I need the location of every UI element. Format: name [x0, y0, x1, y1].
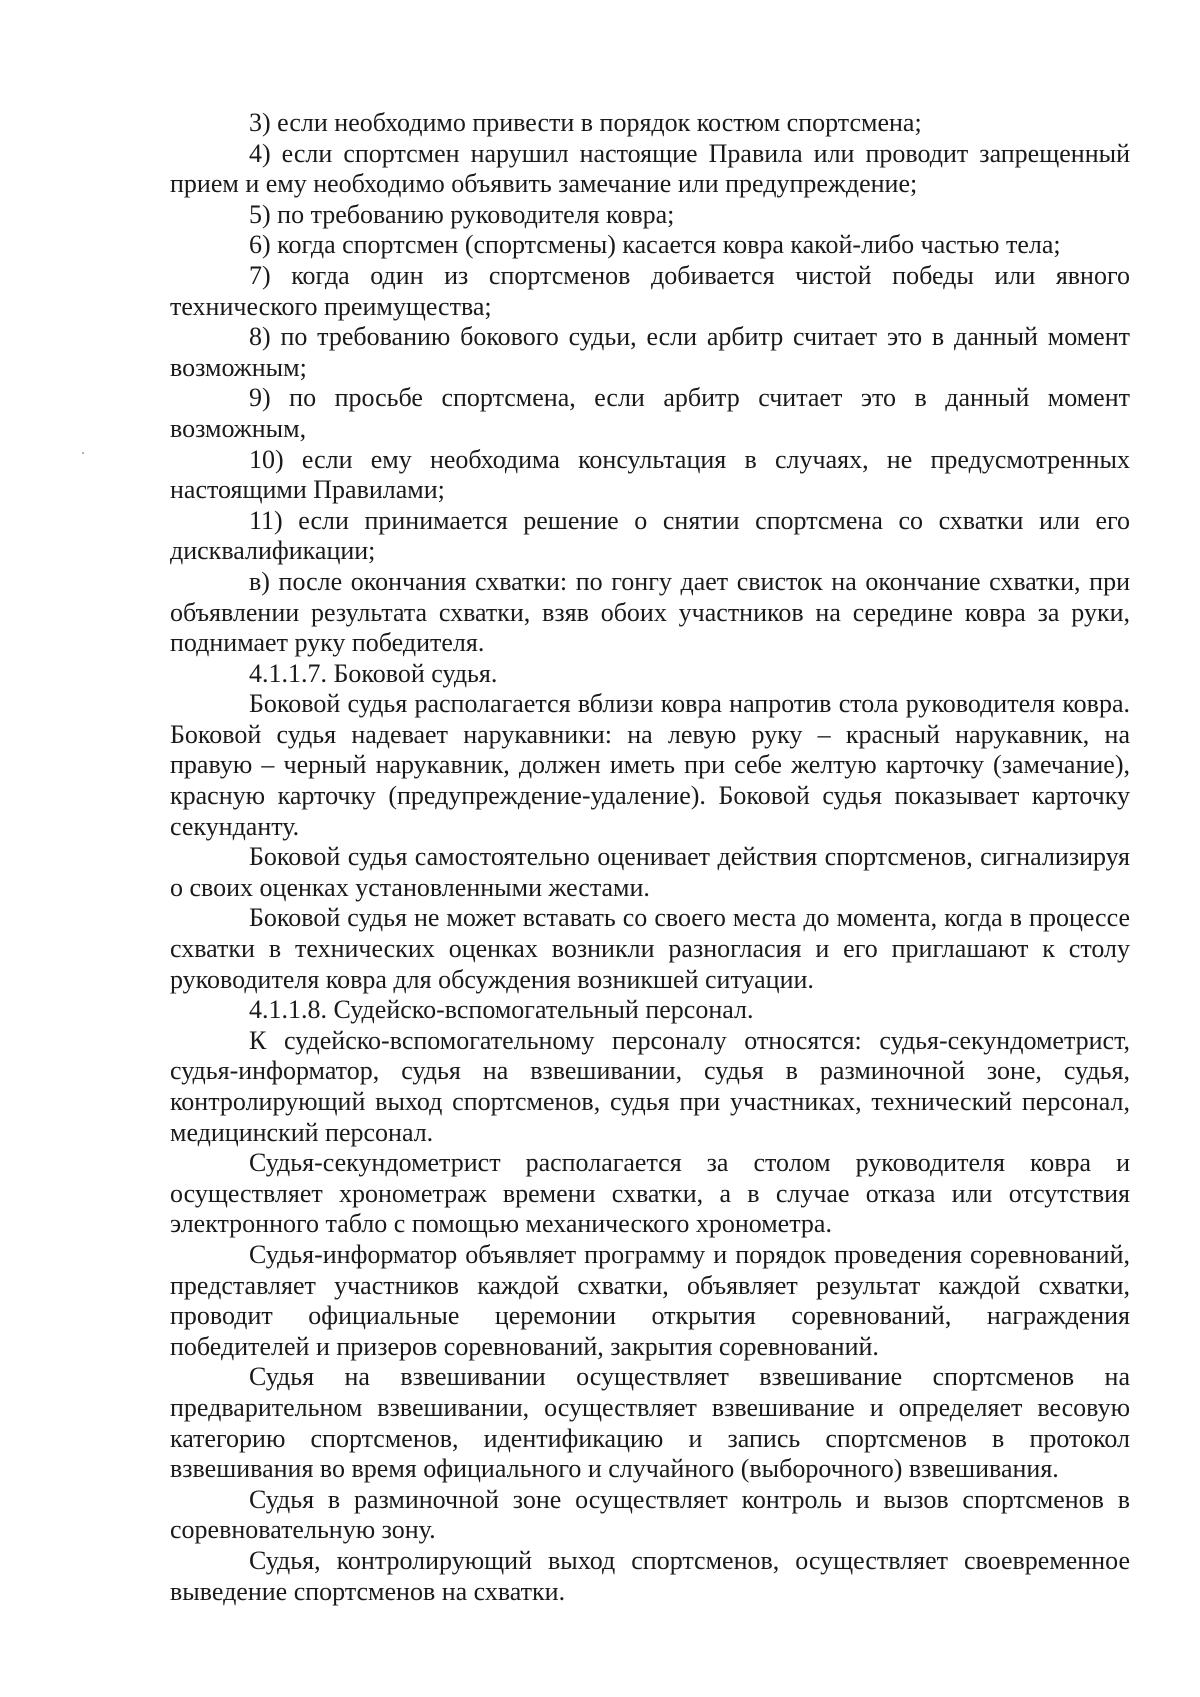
paragraph-warmup-judge: Судья в разминочной зоне осуществляет контроль и вызов спортсменов в соревновательную зону. [170, 1484, 1130, 1545]
paragraph-item-11: 11) если принимается решение о снятии спортсмена со схватки или его дисквалификации; [170, 505, 1130, 566]
paragraph-item-6: 6) когда спортсмен (спортсмены) касается ковра какой-либо частью тела; [249, 230, 1061, 260]
paragraph-item-4: 4) если спортсмен нарушил настоящие Правила или проводит запрещенный прием и ему необходимо объявить замечание или предупреждение; [170, 138, 1130, 199]
paragraph-item-5: 5) по требованию руководителя ковра; [249, 199, 675, 229]
paragraph-after-bout: в) после окончания схватки: по гонгу дает свисток на окончание схватки, при объявлении результата схватки, взяв обоих участников на середине ковра за руки, поднимает руку победителя. [170, 566, 1130, 658]
section-heading-side-judge: 4.1.1.7. Боковой судья. [249, 658, 498, 688]
paragraph-side-judge-seat: Боковой судья не может вставать со своего места до момента, когда в процессе схватки в технических оценках возникли разногласия и его приглашают к столу руководителя ковра для обсуждения возникшей ситуации. [170, 903, 1130, 994]
paragraph-item-3: 3) если необходимо привести в порядок костюм спортсмена; [249, 108, 922, 137]
paragraph-item-7: 7) когда один из спортсменов добивается чистой победы или явного технического преимущества; [170, 260, 1130, 321]
section-heading-support-staff: 4.1.1.8. Судейско-вспомогательный персонал. [249, 995, 754, 1025]
paragraph-support-staff-list: К судейско-вспомогательному персоналу относятся: судья-секундометрист, судья-информатор, судья на взвешивании, судья в разминочной зоне, судья, контролирующий выход спортсменов, судья при участниках, технический персонал, медицинский персонал. [170, 1025, 1130, 1147]
paragraph-announcer: Судья-информатор объявляет программу и порядок проведения соревнований, представляет участников каждой схватки, объявляет результат каждой схватки, проводит официальные церемонии открытия соревнований, награждения победителей и призеров соревнований, закрытия соревнований. [170, 1239, 1130, 1361]
paragraph-item-9: 9) по просьбе спортсмена, если арбитр считает это в данный момент возможным, [170, 383, 1130, 443]
paragraph-item-10: 10) если ему необходима консультация в случаях, не предусмотренных настоящими Правилами; [170, 444, 1130, 505]
paragraph-weigh-in-judge: Судья на взвешивании осуществляет взвешивание спортсменов на предварительном взвешивании, осуществляет взвешивание и определяет весовую категорию спортсменов, идентификацию и запись спортсменов в протокол взвешивания во время официального и случайного (выборочного) взвешивания. [170, 1362, 1130, 1484]
paragraph-item-8: 8) по требованию бокового судьи, если арбитр считает это в данный момент возможным; [170, 322, 1130, 382]
paragraph-side-judge-position: Боковой судья располагается вблизи ковра напротив стола руководителя ковра. Боковой судья надевает нарукавники: на левую руку – красный нарукавник, на правую – черный нарукавник, должен иметь при себе желтую карточку (замечание), красную карточку (предупреждение-удаление). Боковой судья показывает карточку секунданту. [170, 689, 1130, 841]
document-body [170, 108, 1130, 1607]
paragraph-side-judge-assessment: Боковой судья самостоятельно оценивает действия спортсменов, сигнализируя о своих оценках установленными жестами. [170, 842, 1130, 902]
paragraph-timekeeper: Судья-секундометрист располагается за столом руководителя ковра и осуществляет хронометраж времени схватки, а в случае отказа или отсутствия электронного табло с помощью механического хронометра. [170, 1148, 1130, 1239]
paragraph-exit-control-judge: Судья, контролирующий выход спортсменов, осуществляет своевременное выведение спортсменов на схватки. [170, 1545, 1130, 1606]
scan-speck [82, 452, 84, 454]
